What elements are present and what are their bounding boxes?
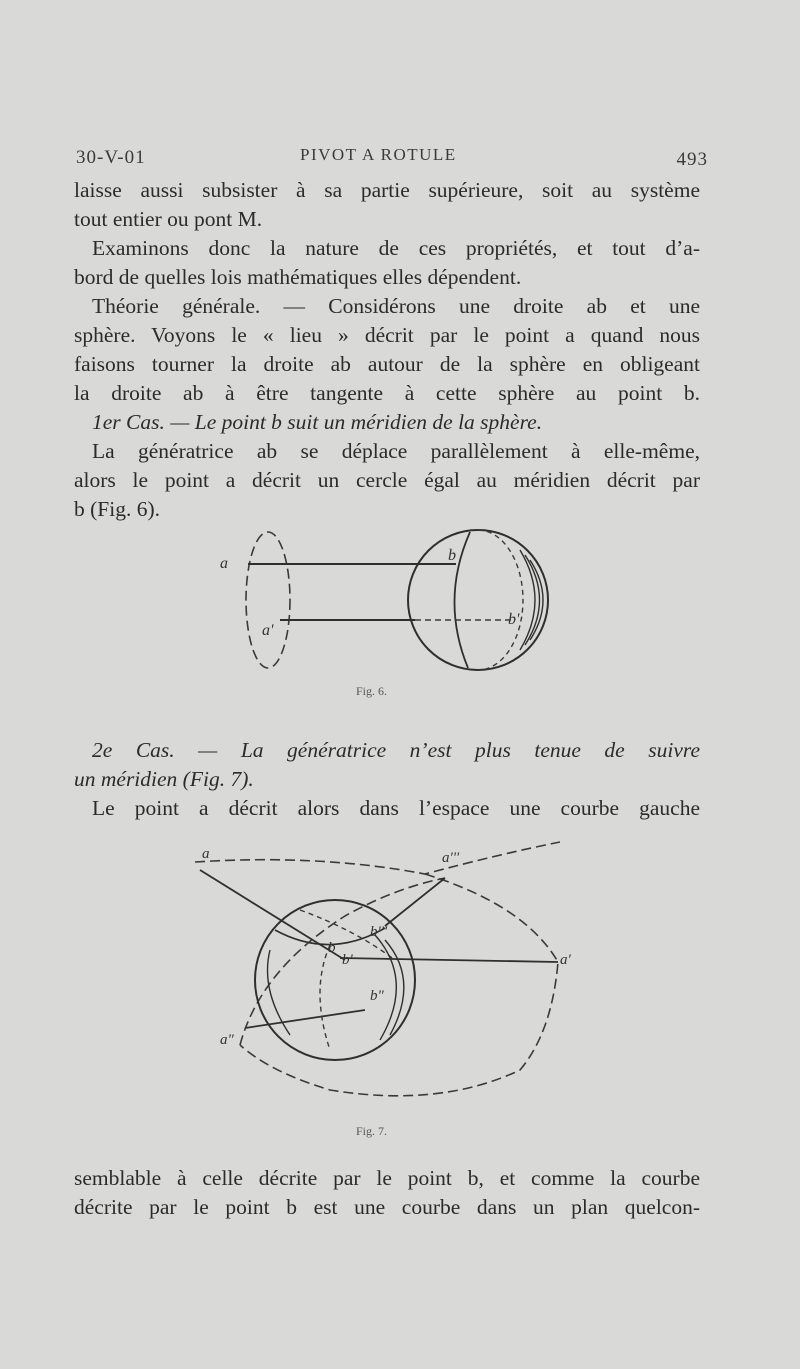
text-line: faisons tourner la droite ab autour de la sphère en obligeant [74, 352, 700, 376]
page-number: 493 [676, 149, 708, 170]
fig6-label-b-prime: b' [508, 611, 520, 628]
text-block-2 [74, 736, 700, 823]
text-line: La génératrice ab se déplace parallèlement à elle-même, [92, 439, 700, 463]
fig7-label-a-prime: a' [560, 952, 571, 968]
text-line: sphère. Voyons le « lieu » décrit par le point a quand nous [74, 323, 700, 347]
running-header [76, 141, 708, 171]
figure-7-diagram [180, 840, 580, 1110]
text-line: Théorie générale. — Considérons une droite ab et une [92, 294, 700, 318]
fig6-label-b: b [448, 547, 456, 564]
section-heading: 1er Cas. — Le point b suit un méridien de la sphère. [92, 410, 543, 434]
text-line: semblable à celle décrite par le point b, et comme la courbe [74, 1166, 700, 1190]
figure-7-caption: Fig. 7. [356, 1124, 388, 1138]
fig7-label-b-prime: b' [342, 952, 353, 968]
text-line: laisse aussi subsister à sa partie supérieure, soit au système [74, 178, 700, 202]
section-heading: 2e Cas. — La génératrice n’est plus tenue de suivre [92, 738, 700, 762]
text-line: la droite ab à être tangente à cette sphère au point b. [74, 381, 700, 405]
fig7-label-a-double: a" [220, 1032, 234, 1048]
text-line: b (Fig. 6). [74, 497, 160, 521]
text-line: Le point a décrit alors dans l’espace une courbe gauche [92, 796, 700, 820]
text-block-3 [74, 1164, 700, 1222]
text-block-1 [74, 176, 700, 524]
fig7-label-b: b [328, 940, 336, 956]
figure-6-caption: Fig. 6. [356, 684, 388, 698]
text-line: alors le point a décrit un cercle égal au méridien décrit par [74, 468, 700, 492]
header-date: 30-V-01 [76, 147, 146, 168]
header-title: PIVOT A ROTULE [300, 145, 457, 164]
text-line: tout entier ou pont M. [74, 207, 263, 231]
fig6-label-a: a [220, 555, 228, 572]
fig7-label-a-triple: a''' [442, 850, 460, 866]
fig7-label-a: a [202, 846, 210, 862]
text-line: décrite par le point b est une courbe dans un plan quelcon- [74, 1195, 700, 1219]
fig7-label-b-double: b" [370, 988, 384, 1004]
fig7-label-b-triple: b''' [370, 924, 388, 940]
text-line: Examinons donc la nature de ces propriétés, et tout d’a- [92, 236, 700, 260]
text-line: bord de quelles lois mathématiques elles dépendent. [74, 265, 522, 289]
figure-6-diagram [190, 520, 570, 680]
text-line: un méridien (Fig. 7). [74, 767, 254, 791]
fig6-label-a-prime: a' [262, 622, 274, 639]
